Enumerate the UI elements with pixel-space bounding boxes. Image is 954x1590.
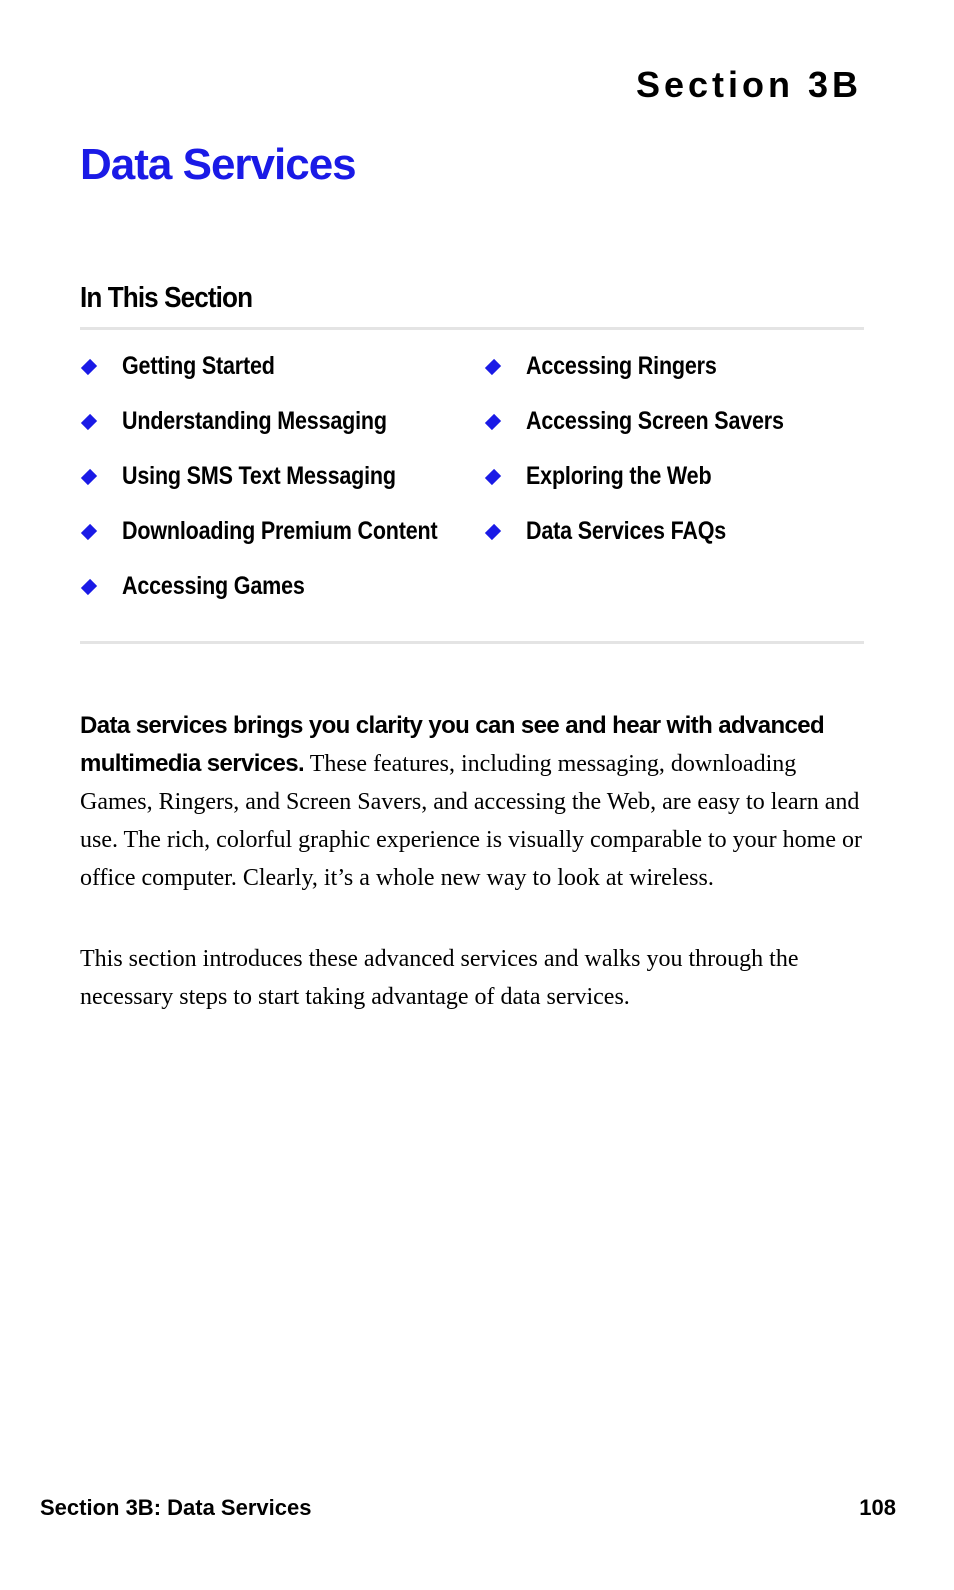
diamond-bullet-icon <box>81 578 97 594</box>
toc-item-using-sms[interactable] <box>80 462 440 491</box>
intro-lead-text: Data services brings you clarity you can see and hear with advanced multimedia services. <box>80 712 825 777</box>
toc-item-understanding-messaging[interactable] <box>80 407 430 436</box>
toc-item-label: Understanding Messaging <box>122 407 387 435</box>
diamond-bullet-icon <box>485 413 501 429</box>
intro-body-text: These features, including messaging, downloading Games, Ringers, and Screen Savers, and accessing the Web, are easy to learn and use. The rich, colorful graphic experience is visually comparable to your home or office computer. Clearly, it’s a whole new way to look at wireless. <box>80 751 862 891</box>
toc-item-accessing-games[interactable] <box>80 572 334 601</box>
toc-item-label: Using SMS Text Messaging <box>122 462 396 490</box>
page-number: 108 <box>859 1495 896 1520</box>
toc-top-rule <box>80 327 864 330</box>
toc-item-faqs[interactable] <box>484 517 759 546</box>
diamond-bullet-icon <box>485 468 501 484</box>
toc-item-label: Accessing Ringers <box>526 352 717 380</box>
toc-item-label: Data Services FAQs <box>526 517 727 545</box>
section-label: Section 3B <box>635 64 862 105</box>
toc-item-label: Exploring the Web <box>526 462 712 490</box>
toc-item-label: Downloading Premium Content <box>122 517 438 545</box>
toc-item-downloading-premium[interactable] <box>80 517 489 546</box>
toc-heading: In This Section <box>80 282 253 314</box>
toc-item-getting-started[interactable] <box>80 352 300 381</box>
diamond-bullet-icon <box>81 413 97 429</box>
diamond-bullet-icon <box>81 523 97 539</box>
diamond-bullet-icon <box>485 523 501 539</box>
toc-item-accessing-ringers[interactable] <box>484 352 748 381</box>
toc-item-label: Getting Started <box>122 352 275 380</box>
page-title: Data Services <box>80 140 356 189</box>
diamond-bullet-icon <box>485 358 501 374</box>
toc-bottom-rule <box>80 641 864 644</box>
toc-item-exploring-web[interactable] <box>484 462 742 491</box>
diamond-bullet-icon <box>81 468 97 484</box>
diamond-bullet-icon <box>81 358 97 374</box>
intro-paragraph <box>80 707 870 897</box>
overview-paragraph: This section introduces these advanced services and walks you through the necessary steps to start taking advantage of data services. <box>80 946 799 1010</box>
toc-item-label: Accessing Games <box>122 572 305 600</box>
toc-item-accessing-screen-savers[interactable] <box>484 407 826 436</box>
toc-item-label: Accessing Screen Savers <box>526 407 784 435</box>
footer-section-title: Section 3B: Data Services <box>40 1495 312 1520</box>
